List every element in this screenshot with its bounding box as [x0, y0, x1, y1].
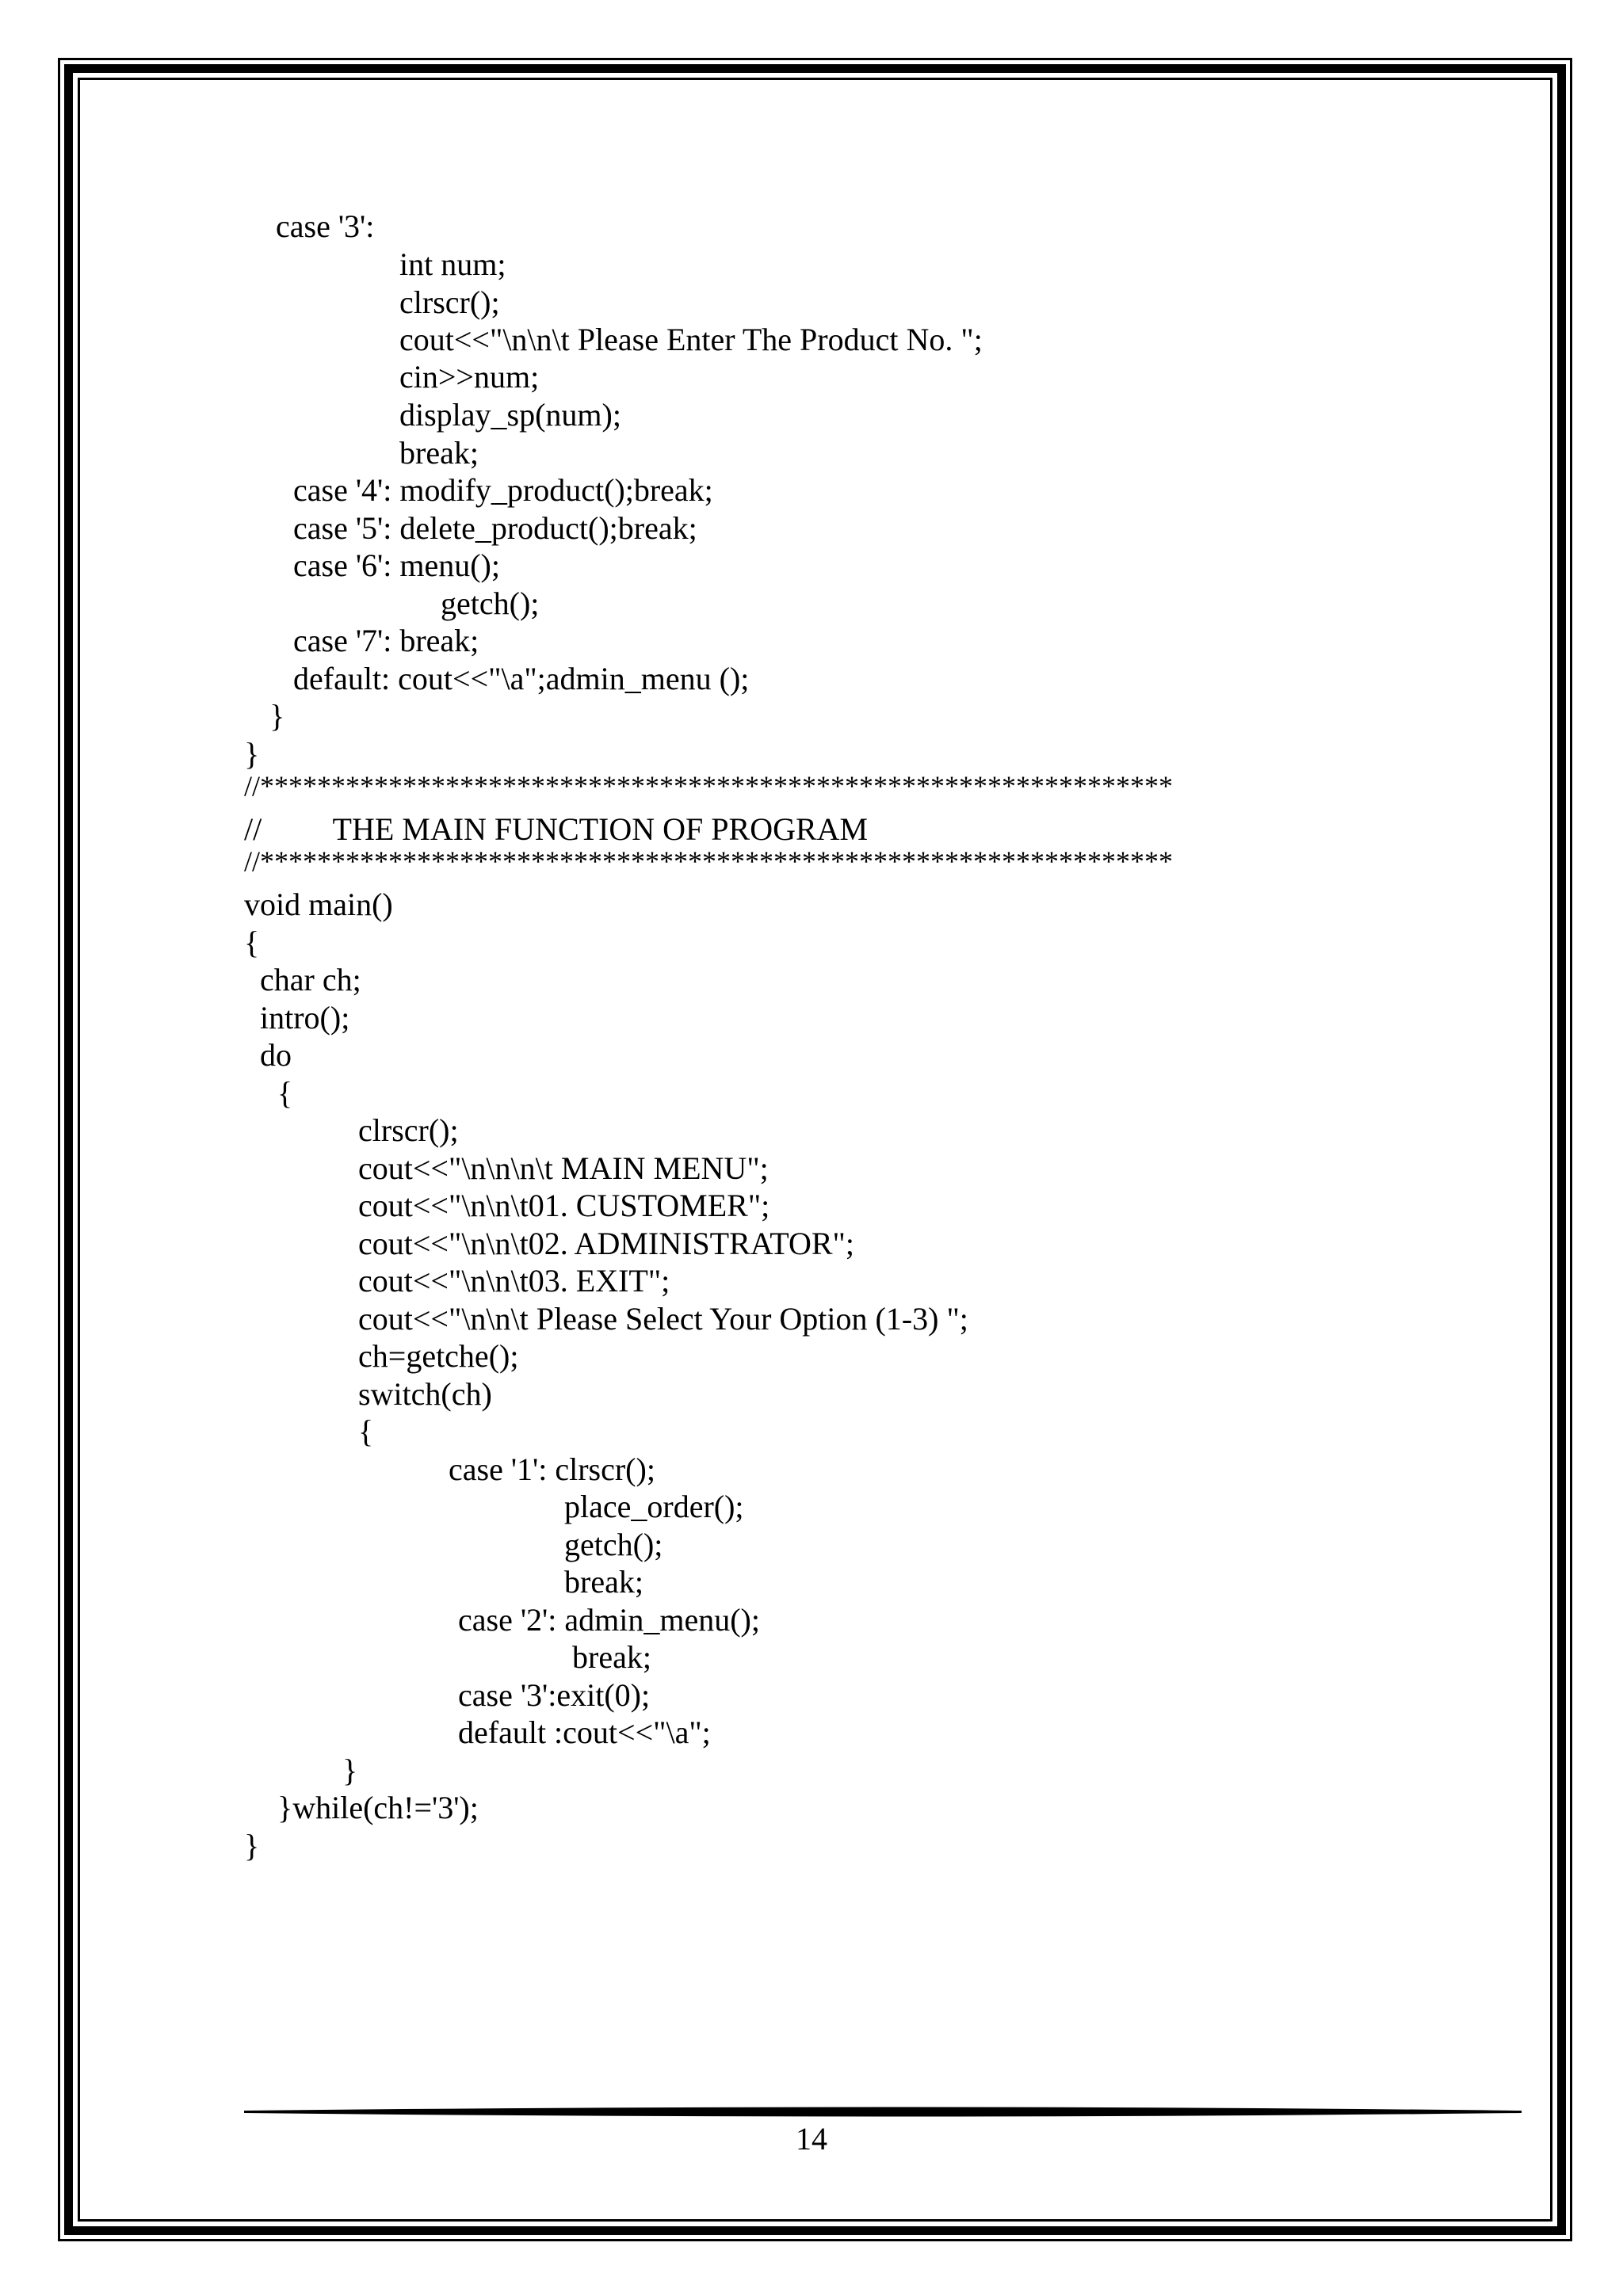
code-line: void main() [244, 887, 393, 922]
code-line: { [358, 1413, 374, 1449]
code-line: } [244, 1828, 260, 1863]
code-line: break; [564, 1564, 643, 1600]
code-line: case '4': modify_product();break; [293, 472, 713, 508]
code-line: cout<<"\n\n\t02. ADMINISTRATOR"; [358, 1226, 854, 1261]
code-line: } [342, 1753, 358, 1788]
section-heading: // THE MAIN FUNCTION OF PROGRAM [244, 811, 869, 847]
code-line: case '5': delete_product();break; [293, 510, 697, 546]
code-line: clrscr(); [399, 284, 500, 320]
code-line: place_order(); [564, 1489, 744, 1524]
code-line: break; [399, 435, 479, 471]
code-line: } [244, 736, 260, 772]
code-line: default :cout<<"\a"; [458, 1714, 711, 1750]
code-line: cout<<"\n\n\t Please Enter The Product No. "; [399, 322, 983, 357]
code-line: clrscr(); [358, 1112, 459, 1148]
code-line: cout<<"\n\n\t03. EXIT"; [358, 1263, 670, 1299]
page-border-inner [78, 78, 1552, 2222]
code-line: int num; [399, 246, 506, 282]
code-line: cout<<"\n\n\t01. CUSTOMER"; [358, 1188, 770, 1223]
code-line: cout<<"\n\n\n\t MAIN MENU"; [358, 1150, 769, 1186]
code-line: case '1': clrscr(); [449, 1451, 655, 1487]
code-line: display_sp(num); [399, 397, 621, 433]
code-line: cin>>num; [399, 359, 540, 395]
code-line: getch(); [441, 585, 540, 621]
code-line: char ch; [260, 962, 361, 997]
code-line: case '3': [276, 208, 375, 244]
code-line: switch(ch) [358, 1376, 492, 1412]
code-line: case '7': break; [293, 623, 479, 658]
code-line: case '6': menu(); [293, 547, 500, 583]
code-line: }while(ch!='3'); [277, 1790, 479, 1825]
code-line: case '2': admin_menu(); [458, 1602, 760, 1638]
code-line: { [277, 1075, 293, 1111]
code-line: ch=getche(); [358, 1338, 519, 1374]
code-line: intro(); [260, 1000, 350, 1035]
page-number: 14 [796, 2121, 827, 2157]
code-line: cout<<"\n\n\t Please Select Your Option (1-3) "; [358, 1301, 968, 1337]
code-line: do [260, 1037, 292, 1073]
separator-line: //**************************************************************** [244, 845, 1174, 877]
code-line: getch(); [564, 1527, 663, 1562]
code-line: { [244, 925, 260, 960]
code-line: case '3':exit(0); [458, 1677, 651, 1713]
separator-line: //**************************************************************** [244, 770, 1174, 802]
code-line: default: cout<<"\a";admin_menu (); [293, 661, 750, 696]
code-line: break; [572, 1639, 651, 1675]
code-line: } [269, 698, 285, 734]
